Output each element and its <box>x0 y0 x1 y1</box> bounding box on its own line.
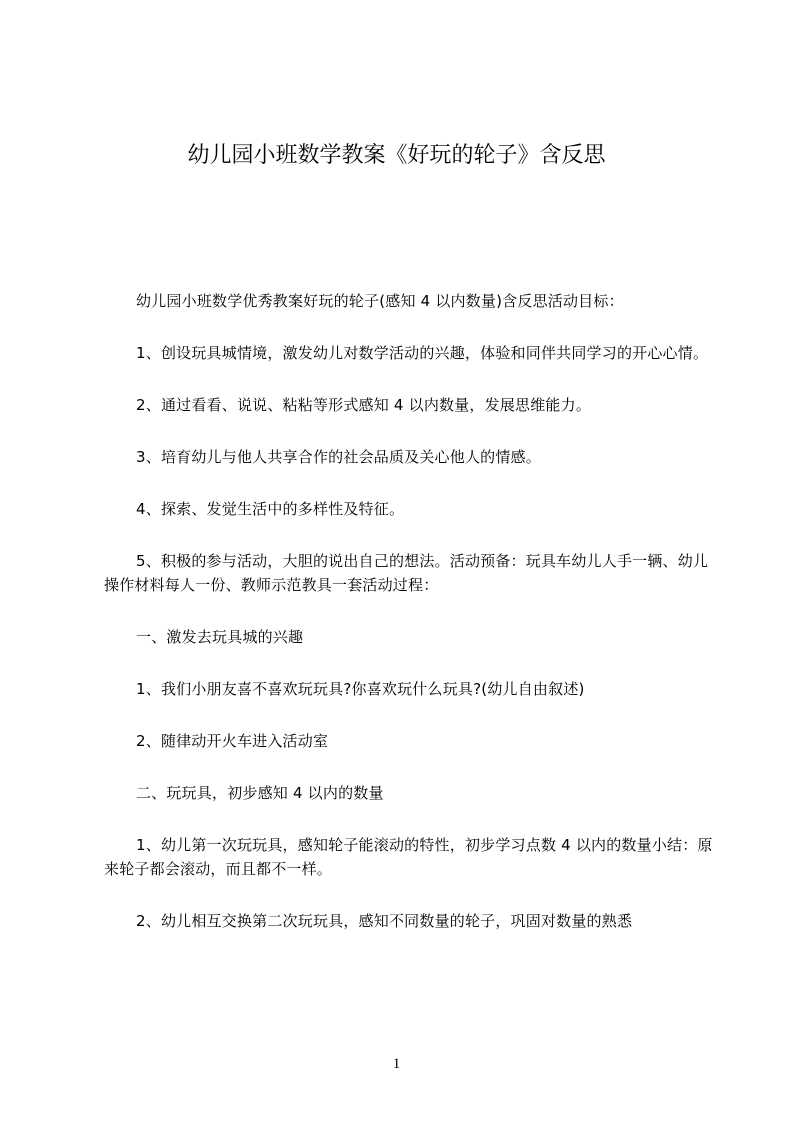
paragraph-goal-5: 5、积极的参与活动，大胆的说出自己的想法。活动预备：玩具车幼儿人手一辆、幼儿操作材料每人一份、教师示范教具一套活动过程： <box>104 552 709 594</box>
paragraph-step-2-1: 1、幼儿第一次玩玩具，感知轮子能滚动的特性，初步学习点数 4 以内的数量小结：原来轮子都会滚动，而且都不一样。 <box>104 836 713 878</box>
document-title: 幼儿园小班数学教案《好玩的轮子》含反思 <box>187 143 606 168</box>
document-body <box>104 289 716 933</box>
paragraph-goal-3: 3、培育幼儿与他人共享合作的社会品质及关心他人的情感。 <box>136 448 541 466</box>
paragraph-goal-1: 1、创设玩具城情境，激发幼儿对数学活动的兴趣，体验和同伴共同学习的开心心情。 <box>136 344 709 362</box>
page-number: 1 <box>392 1056 401 1072</box>
paragraph-step-2-2: 2、幼儿相互交换第二次玩玩具，感知不同数量的轮子，巩固对数量的熟悉 <box>136 912 633 930</box>
paragraph-goal-2: 2、通过看看、说说、粘粘等形式感知 4 以内数量，发展思维能力。 <box>136 396 592 414</box>
paragraph-step-1-1: 1、我们小朋友喜不喜欢玩玩具?你喜欢玩什么玩具?(幼儿自由叙述) <box>136 680 585 698</box>
paragraph-step-1-2: 2、随律动开火车进入活动室 <box>136 732 329 750</box>
paragraph-intro: 幼儿园小班数学优秀教案好玩的轮子(感知 4 以内数量)含反思活动目标： <box>136 292 624 310</box>
section-heading-2: 二、玩玩具，初步感知 4 以内的数量 <box>136 784 384 802</box>
section-heading-1: 一、激发去玩具城的兴趣 <box>136 628 304 646</box>
paragraph-goal-4: 4、探索、发觉生活中的多样性及特征。 <box>136 500 405 518</box>
